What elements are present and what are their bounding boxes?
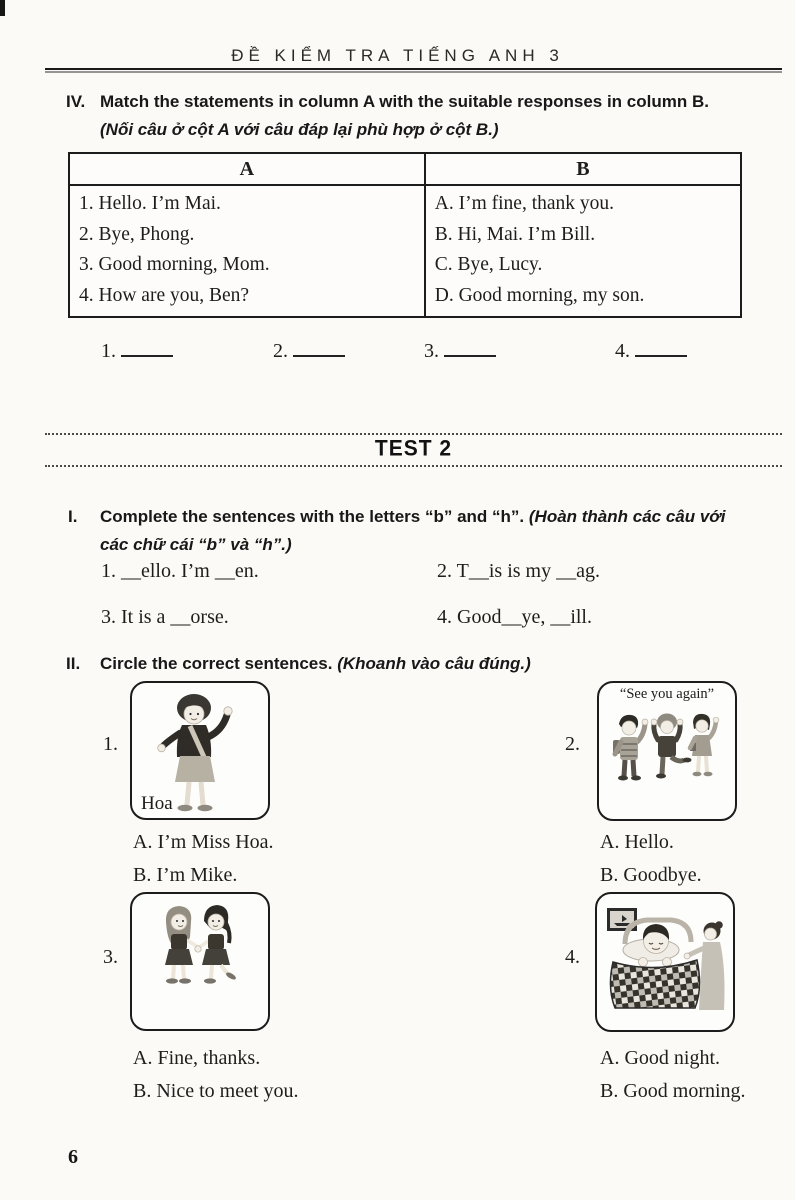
circle-item-3-number: 3. (103, 946, 118, 968)
response-b: B. Hi, Mai. I’m Bill. (434, 223, 596, 245)
section-ii (66, 650, 746, 678)
letters-item-2[interactable]: 2. T__is is my __ag. (437, 560, 600, 582)
letters-item-4[interactable]: 4. Good__ye, __ill. (437, 606, 592, 628)
section-iv-instruction-en: Match the statements in column A with the suitable responses in column B. (100, 92, 709, 111)
section-i (68, 503, 744, 559)
section-i-numeral: I. (68, 507, 78, 526)
answer-blank-1 (101, 340, 173, 363)
matching-table-header-row (70, 154, 740, 186)
section-ii-numeral: II. (66, 654, 81, 673)
picture-1-caption: Hoa (141, 793, 173, 814)
answer-blank-3-line[interactable] (444, 340, 496, 357)
circle-item-4-number: 4. (565, 946, 580, 968)
page-header-title: ĐỀ KIỂM TRA TIẾNG ANH 3 (231, 46, 564, 65)
item-1-option-a[interactable]: A. I’m Miss Hoa. (133, 831, 274, 853)
page-number: 6 (68, 1146, 78, 1168)
circle-item-1-picture (130, 681, 270, 820)
letters-item-3[interactable]: 3. It is a __orse. (101, 606, 229, 628)
response-a: A. I’m fine, thank you. (434, 193, 615, 214)
column-a-cell (70, 186, 426, 316)
two-girls-greeting-illustration (132, 892, 264, 1017)
circle-item-3-picture (130, 892, 270, 1031)
section-iv-numeral: IV. (66, 92, 86, 111)
statement-4: 4. How are you, Ben? (79, 284, 250, 306)
item-2-option-b[interactable]: B. Goodbye. (600, 864, 702, 886)
section-ii-instruction-vi: (Khoanh vào câu đúng.) (337, 654, 531, 673)
section-ii-instruction-en: Circle the correct sentences. (100, 654, 333, 673)
item-1-option-b[interactable]: B. I’m Mike. (133, 864, 238, 886)
section-i-instruction-vi: (Hoàn thành các câu với các chữ cái “b” và “h”.) (100, 507, 726, 554)
section-iv-instruction-vi: (Nối câu ở cột A với câu đáp lại phù hợp ở cột B.) (100, 120, 499, 139)
column-b-header: B (576, 158, 590, 180)
item-4-option-a[interactable]: A. Good night. (600, 1047, 720, 1069)
answer-blank-2-label: 2. (273, 340, 288, 362)
picture-2-caption: “See you again” (619, 686, 715, 702)
answer-blank-2-line[interactable] (293, 340, 345, 357)
answer-blank-2 (273, 340, 345, 363)
item-3-option-a[interactable]: A. Fine, thanks. (133, 1047, 261, 1069)
answer-blank-4-line[interactable] (635, 340, 687, 357)
answer-blank-3-label: 3. (424, 340, 439, 362)
circle-item-4-options (600, 1042, 746, 1108)
item-3-option-b[interactable]: B. Nice to meet you. (133, 1080, 299, 1102)
circle-item-1-options (133, 826, 274, 892)
statement-2: 2. Bye, Phong. (79, 223, 195, 245)
circle-item-2-number: 2. (565, 733, 580, 755)
answer-blank-4 (615, 340, 687, 363)
answer-blank-1-label: 1. (101, 340, 116, 362)
section-i-instruction-en: Complete the sentences with the letters “b” and “h”. (100, 507, 525, 526)
item-2-option-a[interactable]: A. Hello. (600, 831, 674, 853)
header-rule (45, 68, 782, 70)
answer-blank-4-label: 4. (615, 340, 630, 362)
boy-in-bed-goodnight-illustration (597, 898, 729, 1030)
matching-table (68, 152, 742, 318)
three-children-waving-illustration (599, 710, 731, 817)
circle-item-3-options (133, 1042, 299, 1108)
circle-item-4-picture (595, 892, 735, 1032)
statement-1: 1. Hello. I’m Mai. (79, 193, 221, 214)
circle-item-1-number: 1. (103, 733, 118, 755)
answer-blank-1-line[interactable] (121, 340, 173, 357)
response-d: D. Good morning, my son. (434, 284, 645, 306)
item-4-option-b[interactable]: B. Good morning. (600, 1080, 746, 1102)
section-iv (66, 88, 746, 144)
test-2-heading (45, 433, 782, 467)
scan-artifact (0, 0, 5, 16)
statement-3: 3. Good morning, Mom. (79, 254, 270, 275)
column-a-header: A (70, 154, 426, 184)
matching-table-body-row (70, 186, 740, 316)
circle-item-2-options (600, 826, 702, 892)
column-b-cell (426, 186, 740, 316)
test-2-title: TEST 2 (374, 436, 453, 461)
circle-item-2-picture (597, 681, 737, 821)
response-c: C. Bye, Lucy. (434, 254, 543, 275)
answer-blank-3 (424, 340, 496, 363)
letters-item-1[interactable]: 1. __ello. I’m __en. (101, 560, 259, 582)
